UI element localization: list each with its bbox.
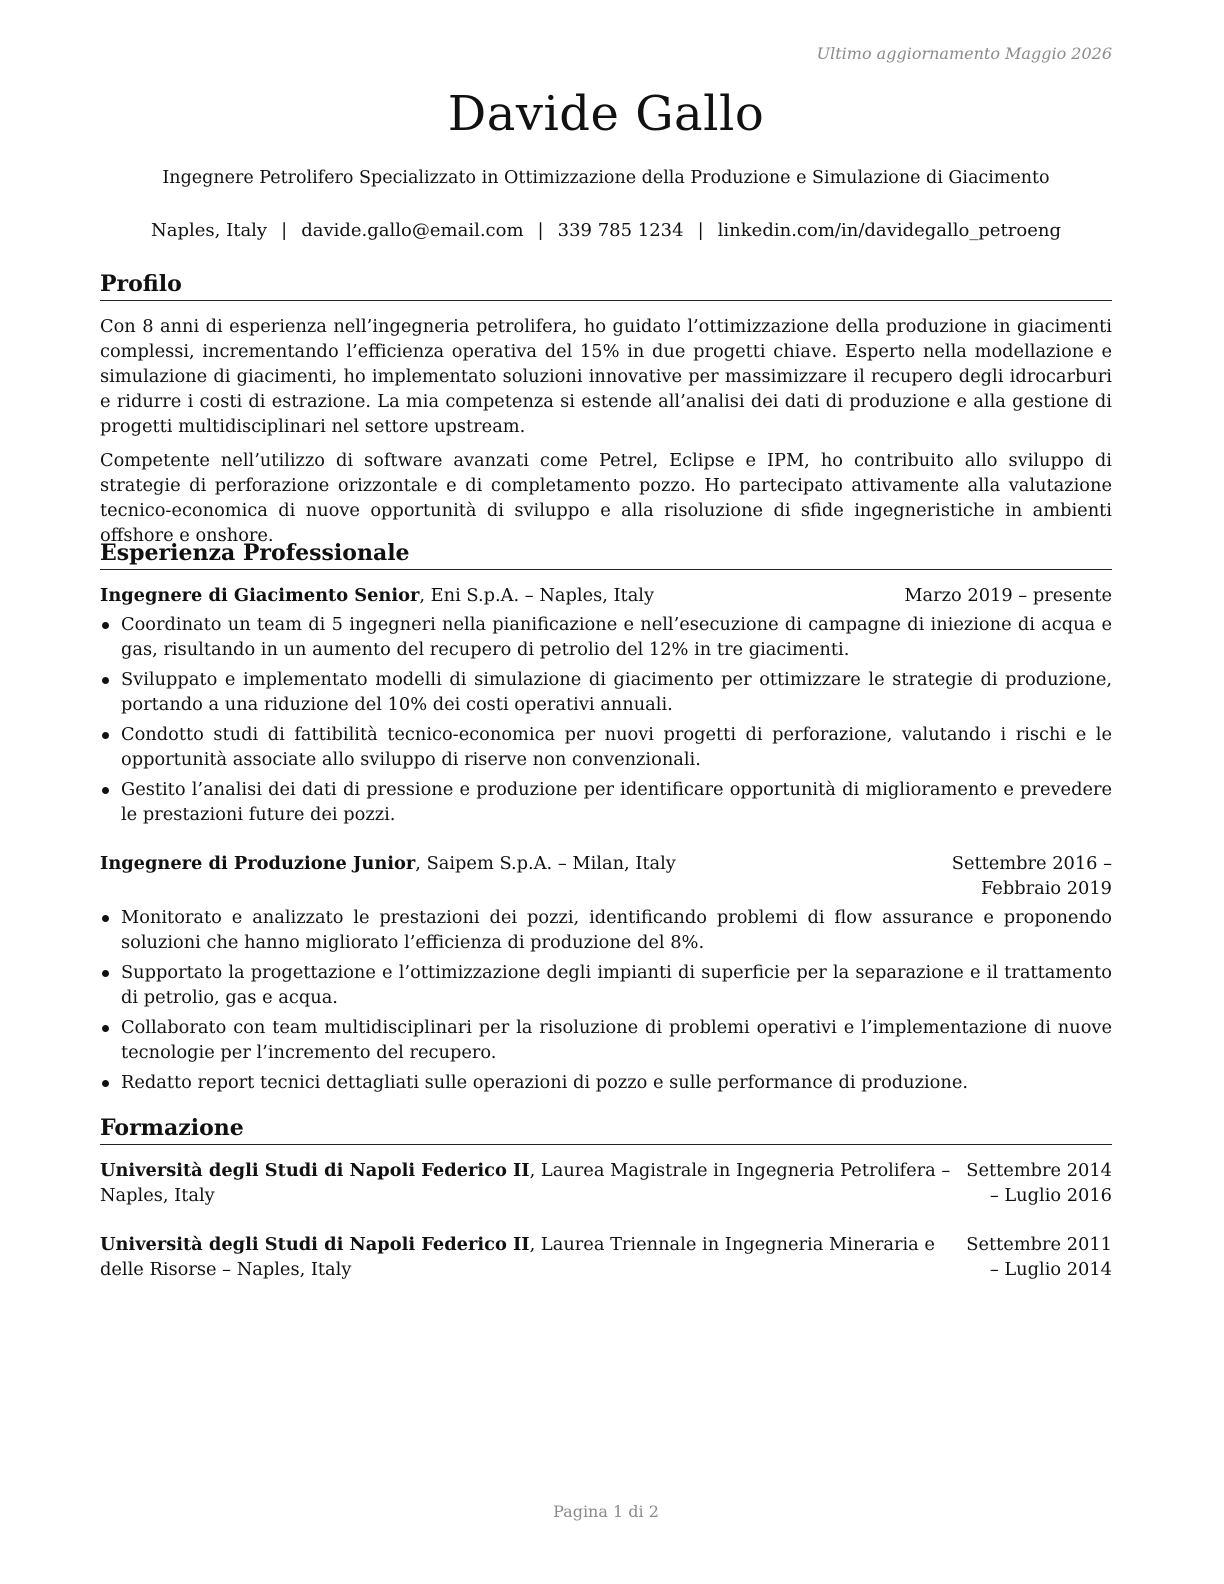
bullet-icon	[102, 677, 109, 684]
list-item	[100, 1070, 1112, 1095]
section-title-education: Formazione	[100, 1114, 1112, 1145]
job-bullet-list	[100, 905, 1112, 1100]
section-title-profile: Profilo	[100, 270, 1112, 301]
last-updated-note: Ultimo aggiornamento Maggio 2026	[816, 44, 1112, 63]
candidate-tagline: Ingegnere Petrolifero Specializzato in Ottimizzazione della Produzione e Simulazione di Giacimento	[162, 168, 1050, 188]
list-item	[100, 667, 1112, 717]
profile-paragraph: Competente nell’utilizzo di software avanzati come Petrel, Eclipse e IPM, ho contribuito allo sviluppo di strategie di perforazione orizzontale e di completamento pozzo. Ho partecipato attivamente alla valutazione tecnico-economica di nuove opportunità di sviluppo e alla risoluzione di sfide ingegneristiche in ambienti offshore e onshore.	[100, 450, 1112, 546]
education-degree: , Laurea Magistrale in Ingegneria Petrolifera – Naples, Italy	[100, 1160, 951, 1206]
education-dates: Settembre 2014 – Luglio 2016	[966, 1160, 1112, 1206]
education-entry	[100, 1158, 1112, 1208]
candidate-name: Davide Gallo	[447, 86, 765, 142]
contact-separator: |	[697, 220, 704, 241]
contact-linkedin[interactable]: linkedin.com/in/davidegallo_petroeng	[717, 220, 1061, 241]
bullet-text: Sviluppato e implementato modelli di simulazione di giacimento per ottimizzare le strategie di produzione, portando a una riduzione del 10% dei costi operativi annuali.	[121, 669, 1112, 715]
list-item	[100, 777, 1112, 827]
bullet-text: Coordinato un team di 5 ingegneri nella pianificazione e nell’esecuzione di campagne di iniezione di acqua e gas, risultando in un aumento del recupero di petrolio del 12% in tre giacimenti.	[121, 614, 1112, 660]
job-title-line	[100, 851, 676, 876]
page-number: Pagina 1 di 2	[553, 1502, 659, 1521]
bullet-icon	[102, 970, 109, 977]
education-text	[100, 1158, 980, 1208]
bullet-icon	[102, 1080, 109, 1087]
job-organization: , Saipem S.p.A. – Milan, Italy	[415, 853, 676, 874]
section-title-experience: Esperienza Professionale	[100, 539, 1112, 570]
list-item	[100, 722, 1112, 772]
bullet-text: Supportato la progettazione e l’ottimizzazione degli impianti di superficie per la separazione e il trattamento di petrolio, gas e acqua.	[121, 962, 1112, 1008]
contact-line	[100, 220, 1112, 241]
job-role: Ingegnere di Produzione Junior	[100, 853, 416, 874]
bullet-icon	[102, 622, 109, 629]
bullet-text: Collaborato con team multidisciplinari per la risoluzione di problemi operativi e l’implementazione di nuove tecnologie per l’incremento del recupero.	[121, 1017, 1112, 1063]
job-organization: , Eni S.p.A. – Naples, Italy	[419, 585, 655, 606]
education-school: Università degli Studi di Napoli Federico II	[100, 1160, 530, 1181]
job-header	[100, 851, 1112, 901]
bullet-text: Condotto studi di fattibilità tecnico-economica per nuovi progetti di perforazione, valutando i rischi e le opportunità associate allo sviluppo di riserve non convenzionali.	[121, 724, 1112, 770]
job-dates: Settembre 2016 – Febbraio 2019	[951, 853, 1112, 899]
education-degree: , Laurea Triennale in Ingegneria Mineraria e delle Risorse – Naples, Italy	[100, 1234, 935, 1280]
job-header	[100, 583, 1112, 608]
education-text	[100, 1232, 980, 1282]
job-dates: Marzo 2019 – presente	[904, 585, 1112, 606]
education-school: Università degli Studi di Napoli Federico II	[100, 1234, 530, 1255]
education-dates: Settembre 2011 – Luglio 2014	[966, 1234, 1112, 1280]
list-item	[100, 612, 1112, 662]
bullet-text: Monitorato e analizzato le prestazioni dei pozzi, identificando problemi di flow assurance e proponendo soluzioni che hanno migliorato l’efficienza di produzione del 8%.	[121, 907, 1112, 953]
bullet-text: Gestito l’analisi dei dati di pressione e produzione per identificare opportunità di miglioramento e prevedere le prestazioni future dei pozzi.	[121, 779, 1112, 825]
list-item	[100, 905, 1112, 955]
contact-email[interactable]: davide.gallo@email.com	[301, 220, 524, 241]
profile-paragraph: Con 8 anni di esperienza nell’ingegneria petrolifera, ho guidato l’ottimizzazione della produzione in giacimenti complessi, incrementando l’efficienza operativa del 15% in due progetti chiave. Esperto nella modellazione e simulazione di giacimenti, ho implementato soluzioni innovative per massimizzare il recupero degli idrocarburi e ridurre i costi di estrazione. La mia competenza si estende all’analisi dei dati di produzione e alla gestione di progetti multidisciplinari nel settore upstream.	[100, 316, 1112, 437]
education-entry	[100, 1232, 1112, 1282]
contact-separator: |	[537, 220, 544, 241]
contact-phone[interactable]: 339 785 1234	[557, 220, 684, 241]
bullet-icon	[102, 787, 109, 794]
resume-page	[100, 0, 1112, 1584]
bullet-icon	[102, 732, 109, 739]
list-item	[100, 960, 1112, 1010]
job-bullet-list	[100, 612, 1112, 832]
bullet-icon	[102, 915, 109, 922]
list-item	[100, 1015, 1112, 1065]
job-title-line	[100, 583, 654, 608]
contact-separator: |	[281, 220, 288, 241]
bullet-icon	[102, 1025, 109, 1032]
job-role: Ingegnere di Giacimento Senior	[100, 585, 420, 606]
bullet-text: Redatto report tecnici dettagliati sulle operazioni di pozzo e sulle performance di produzione.	[121, 1072, 969, 1093]
contact-location: Naples, Italy	[151, 220, 268, 241]
